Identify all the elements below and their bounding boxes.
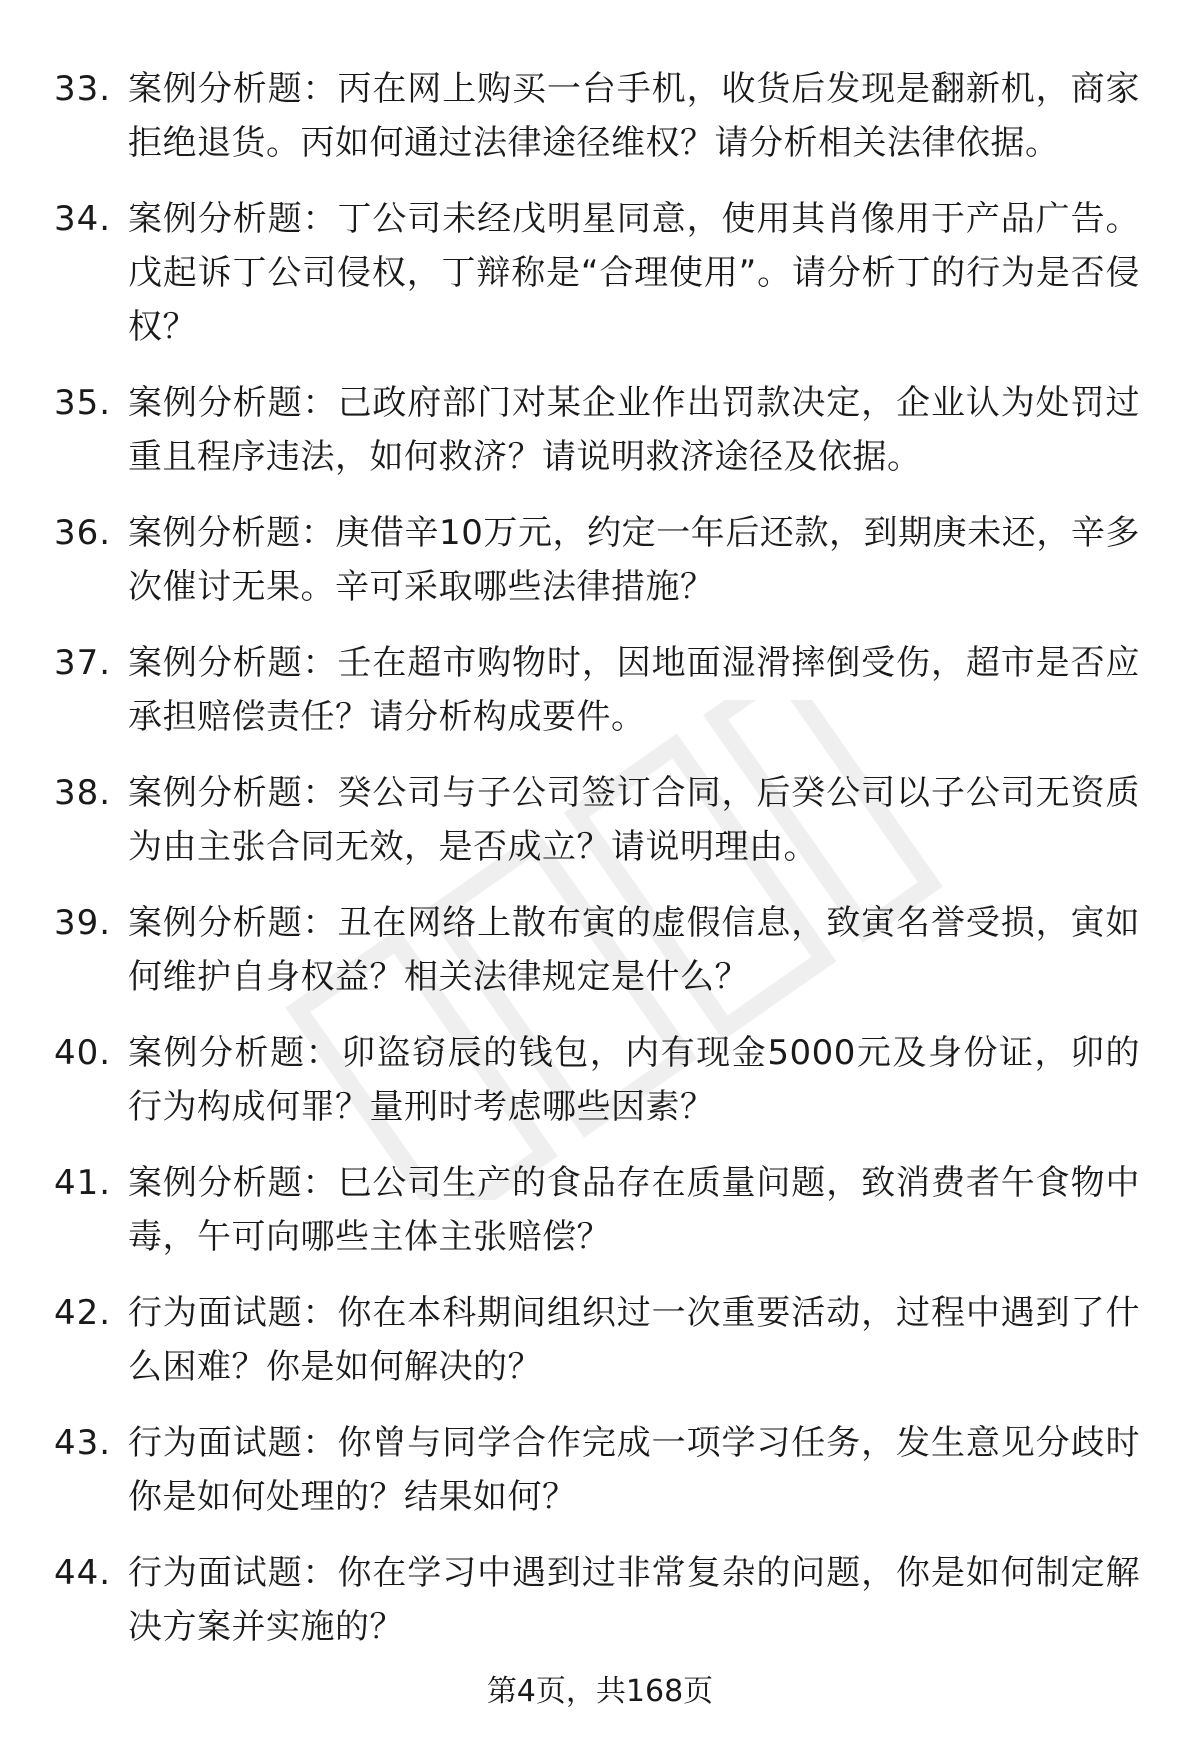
question-number: 43. <box>54 1423 112 1463</box>
question-item <box>54 1546 1140 1654</box>
question-number: 37. <box>54 643 112 683</box>
page-number-label: 第4页，共168页 <box>486 1674 714 1709</box>
question-item <box>54 636 1140 744</box>
question-item <box>54 1416 1140 1524</box>
question-item <box>54 766 1140 874</box>
question-number: 33. <box>54 69 112 109</box>
question-text: 案例分析题：巳公司生产的食品存在质量问题，致消费者午食物中毒，午可向哪些主体主张赔偿？ <box>128 1163 1140 1257</box>
question-text: 行为面试题：你在本科期间组织过一次重要活动，过程中遇到了什么困难？你是如何解决的？ <box>128 1293 1140 1387</box>
question-text: 案例分析题：癸公司与子公司签订合同，后癸公司以子公司无资质为由主张合同无效，是否成立？请说明理由。 <box>128 773 1140 867</box>
question-number: 41. <box>54 1163 112 1203</box>
question-list <box>54 62 1140 1654</box>
question-item <box>54 1156 1140 1264</box>
question-number: 39. <box>54 903 112 943</box>
question-item <box>54 376 1140 484</box>
question-number: 36. <box>54 513 112 553</box>
question-text: 案例分析题：己政府部门对某企业作出罚款决定，企业认为处罚过重且程序违法，如何救济？请说明救济途径及依据。 <box>128 383 1140 477</box>
page-footer <box>0 1672 1200 1712</box>
question-text: 案例分析题：丑在网络上散布寅的虚假信息，致寅名誉受损，寅如何维护自身权益？相关法律规定是什么？ <box>128 903 1140 997</box>
question-number: 40. <box>54 1033 112 1073</box>
question-number: 42. <box>54 1293 112 1333</box>
question-text: 行为面试题：你曾与同学合作完成一项学习任务，发生意见分歧时你是如何处理的？结果如何？ <box>128 1423 1140 1517</box>
question-number: 34. <box>54 199 112 239</box>
question-item <box>54 506 1140 614</box>
question-text: 案例分析题：庚借辛10万元，约定一年后还款，到期庚未还，辛多次催讨无果。辛可采取哪些法律措施？ <box>128 513 1140 607</box>
question-item <box>54 1286 1140 1394</box>
question-text: 案例分析题：丁公司未经戊明星同意，使用其肖像用于产品广告。戊起诉丁公司侵权，丁辩称是“合理使用”。请分析丁的行为是否侵权？ <box>128 199 1140 347</box>
question-text: 案例分析题：卯盗窃辰的钱包，内有现金5000元及身份证，卯的行为构成何罪？量刑时考虑哪些因素？ <box>128 1033 1140 1127</box>
question-number: 38. <box>54 773 112 813</box>
question-text: 行为面试题：你在学习中遇到过非常复杂的问题，你是如何制定解决方案并实施的？ <box>128 1553 1140 1647</box>
question-number: 44. <box>54 1553 112 1593</box>
question-item <box>54 62 1140 170</box>
question-number: 35. <box>54 383 112 423</box>
question-text: 案例分析题：壬在超市购物时，因地面湿滑摔倒受伤，超市是否应承担赔偿责任？请分析构成要件。 <box>128 643 1140 737</box>
question-item <box>54 896 1140 1004</box>
question-text: 案例分析题：丙在网上购买一台手机，收货后发现是翻新机，商家拒绝退货。丙如何通过法律途径维权？请分析相关法律依据。 <box>128 69 1140 163</box>
question-item <box>54 192 1140 354</box>
question-item <box>54 1026 1140 1134</box>
